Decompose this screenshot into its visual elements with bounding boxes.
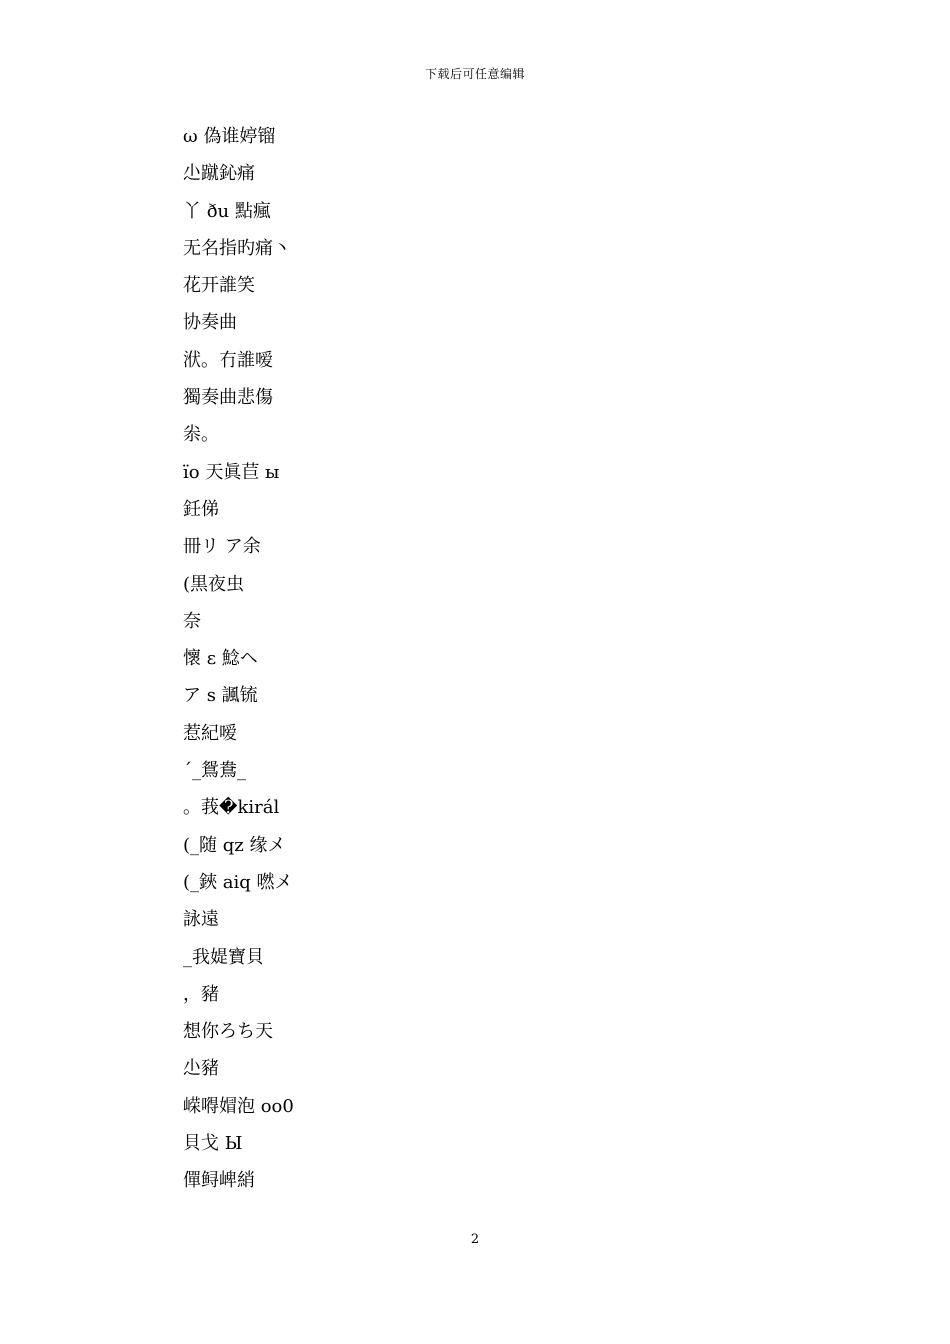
text-line: 想你ろち天 [183, 1021, 273, 1043]
text-line: 。莪�királ [183, 797, 280, 819]
text-line: 尐蹴鈊痛 [183, 163, 255, 185]
text-line: 冊リ ア余 [183, 536, 261, 558]
text-line: 詠遠 [183, 909, 219, 931]
text-line: 貝戈 Ы [183, 1133, 243, 1155]
text-line: 协奏曲 [183, 312, 237, 334]
text-line: ïo 天眞苣 ы [183, 461, 280, 483]
text-line: ア s 諷锍 [183, 685, 258, 707]
text-line: ˊ_鴛鴦_ [183, 760, 246, 782]
text-line: ω 偽谁婷镏 [183, 126, 276, 147]
text-line: 惹紀嗳 [183, 722, 237, 744]
text-line: 尐豬 [183, 1058, 219, 1080]
text-line: 洑。冇誰嗳 [183, 349, 273, 371]
text-line: (黒夜虫 [183, 573, 245, 595]
text-line: _我媞寶貝 [183, 946, 264, 968]
text-line: 奈 [183, 610, 201, 632]
text-line: 獨奏曲悲傷 [183, 387, 273, 409]
text-line: ，豬 [183, 983, 219, 1005]
text-line: 鈓俤 [183, 498, 219, 520]
text-line: 懷 ε 鯰ヘ [183, 648, 258, 670]
text-line: (_随 qz 缘メ [183, 834, 286, 856]
document-body [183, 124, 783, 1206]
page-header: 下载后可任意编辑 [424, 67, 525, 81]
text-line: 无名指旳痛丶 [183, 237, 291, 259]
text-line: 僤鲟崥綃 [183, 1170, 255, 1192]
text-line: 尜。 [183, 424, 219, 446]
page-number: 2 [470, 1232, 480, 1247]
text-line: (_鋏 aiq 嘫メ [183, 871, 293, 893]
text-line: 嵘嘚媢泡 oo0 [183, 1095, 294, 1117]
text-line: 丫 ðu 點瘋 [183, 200, 271, 222]
text-line: 花开誰笑 [183, 275, 255, 297]
